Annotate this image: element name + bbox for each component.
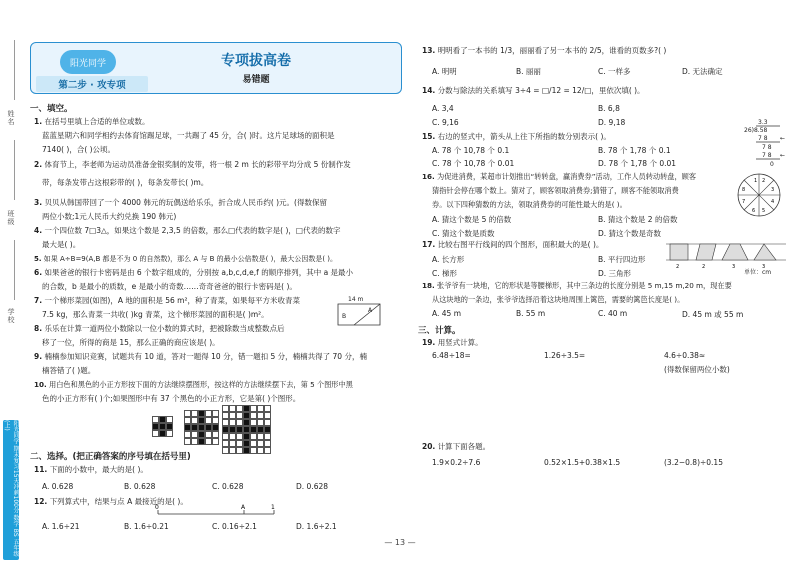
trapezoid-garden-figure [334,294,384,328]
option: B. 6,8 [598,104,620,113]
option: B. 平行四边形 [598,255,646,264]
option: A. 1.6÷21 [42,522,80,531]
svg-text:2: 2 [676,264,680,270]
option: A. 长方形 [432,255,465,264]
pattern-cell [264,426,271,433]
option: A. 3,4 [432,104,454,113]
pattern-cell [159,423,166,430]
question-6: 6. 如果爸爸的银行卡密码是由 6 个数字组成的，分别按 a,b,c,d,e,f 的顺序排列，其中 a 是最小 [34,268,354,277]
question-1: 1. 在括号里填上合适的单位或数。 [34,117,150,126]
pattern-cell [250,433,257,440]
pattern-cell [236,447,243,454]
svg-text:7 8: 7 8 [762,144,772,151]
pattern-cell [205,431,212,438]
pattern-cell [152,423,159,430]
option: C. 梯形 [432,269,458,278]
svg-text:8: 8 [742,187,746,193]
option: A. 猜这个数是 5 的倍数 [432,215,512,224]
pattern-cell [205,438,212,445]
svg-text:B: B [342,313,347,320]
question-15: 15. 右边的竖式中，箭头从上往下所指的数分别表示( )。 [422,132,611,141]
question-12: 12. 下列算式中，结果与点 A 最接近的是( )。 [34,497,188,506]
question-19: 19. 用竖式计算。 [422,338,483,347]
option: D. 三角形 [598,269,632,278]
pattern-figure-1 [152,416,173,437]
pattern-cell [198,431,205,438]
svg-text:2: 2 [762,178,766,184]
pattern-cell [205,410,212,417]
pattern-cell [184,410,191,417]
section-title: 三、计算。 [418,326,461,336]
pattern-cell [212,410,219,417]
pattern-cell [243,426,250,433]
pattern-cell [257,412,264,419]
question-7: 7. 一个梯形菜园(如图)，A 地的面积是 56 m²，种了青菜，如果每平方米收青菜 [34,296,300,305]
pattern-cell [243,433,250,440]
sidebar [0,0,22,570]
name-label: 姓名 [7,110,15,126]
pattern-cell [184,424,191,431]
option: D. 9,18 [598,118,626,127]
pattern-cell [257,433,264,440]
pattern-cell [198,438,205,445]
calc-item: (3.2−0.8)÷0.15 [664,458,723,467]
question-2: 2. 体育节上，李老师为运动员准备金银奖制的发带，将一根 2 m 长的彩带平均分成 5 份制作发 [34,160,351,169]
pattern-cell [257,426,264,433]
svg-text:3: 3 [771,187,775,193]
pattern-cell [229,405,236,412]
pattern-cell [264,447,271,454]
question-text: 楠答错了( )题。 [42,366,96,375]
divider [14,240,15,300]
pattern-cell [250,447,257,454]
book-title: 阳光同学 期末复习15天冲刺100分 数学 BS 五年级(上) [3,420,19,560]
section-title: 一、填空。 [30,104,73,114]
pattern-cell [191,417,198,424]
option: D. 1.6÷2.1 [296,522,337,531]
pattern-cell [264,405,271,412]
svg-text:A: A [368,307,373,314]
question-5: 5. 如果 A÷B=9(A,B 都是不为 0 的自然数)，那么 A 与 B 的最小公倍数是( )，最大公因数是( )。 [34,255,338,263]
option: A. 明明 [432,67,457,76]
pattern-cell [257,419,264,426]
number-line [150,500,290,522]
pattern-cell [191,431,198,438]
pattern-cell [184,417,191,424]
pattern-cell [243,440,250,447]
question-text: 带，每条发带占这根彩带的( )，每条发带长( )m。 [42,178,209,187]
pattern-cell [236,412,243,419]
pattern-cell [236,440,243,447]
spinner-wheel [734,170,784,220]
pattern-cell [212,417,219,424]
logo: 阳光同学 [60,50,116,74]
page-number: — 13 — [384,538,416,547]
pattern-cell [236,419,243,426]
svg-text:7: 7 [742,199,746,205]
option: B. 55 m [516,309,546,318]
option: D. 0.628 [296,482,329,491]
pattern-cell [257,447,264,454]
svg-text:1: 1 [754,178,758,184]
pattern-cell [212,424,219,431]
stage-label: 第二步 · 攻专项 [36,76,148,92]
pattern-cell [166,430,173,437]
divider [14,40,15,100]
pattern-cell [159,430,166,437]
question-3: 3. 贝贝从韩国带回了一个 4000 韩元的玩偶送给乐乐，折合成人民币约( )元。(得数保留 [34,198,327,207]
svg-text:3: 3 [762,264,766,270]
pattern-cell [191,438,198,445]
option: B. 丽丽 [516,67,541,76]
question-8: 8. 乐乐在计算一道两位小数除以一位小数的算式时，把被除数当成整数点后 [34,324,285,333]
question-17: 17. 比较右图平行线间的四个图形，面积最大的是( )。 [422,240,604,249]
question-13: 13. 明明看了一本书的 1/3，丽丽看了另一本书的 2/5，谁看的页数多?( ) [422,46,667,55]
pattern-cell [212,431,219,438]
section-title: 二、选择。(把正确答案的序号填在括号里) [30,452,191,462]
unit-label: 单位：cm [744,269,772,276]
pattern-cell [229,440,236,447]
option: B. 猜这个数是 2 的倍数 [598,215,678,224]
question-20: 20. 计算下面各题。 [422,442,491,451]
pattern-cell [184,431,191,438]
page-title: 专项拔高卷 [221,53,291,69]
pattern-cell [243,412,250,419]
pattern-cell [257,440,264,447]
pattern-cell [222,419,229,426]
pattern-cell [243,405,250,412]
svg-text:7 8: 7 8 [762,152,772,159]
number-line-a: A [241,504,246,511]
option: C. 40 m [598,309,628,318]
pattern-cell [222,405,229,412]
option: C. 0.628 [212,482,244,491]
svg-text:14 m: 14 m [348,296,364,303]
question-11: 11. 下面的小数中，最大的是( )。 [34,465,148,474]
pattern-cell [198,424,205,431]
calc-item: 6.48÷18= [432,351,471,360]
pattern-cell [205,424,212,431]
svg-text:←: ← [780,152,786,159]
pattern-cell [222,447,229,454]
pattern-cell [236,433,243,440]
calc-item: 1.26÷3.5= [544,351,586,360]
pattern-cell [243,447,250,454]
calc-item: 0.52×1.5+0.38×1.5 [544,458,621,467]
svg-text:5: 5 [762,208,766,214]
pattern-cell [229,419,236,426]
question-text: 券。以下四种猜数的方法，领取消费券的可能性最大的是( )。 [432,200,627,209]
pattern-cell [250,405,257,412]
number-line-one: 1 [271,504,275,511]
question-16: 16. 为促进消费，某超市计划推出“转转盘，赢消费券”活动，工作人员转动转盘，顾客 [422,172,697,181]
page-subtitle: 易错题 [242,75,270,85]
class-label: 班级 [7,210,15,226]
option: A. 45 m [432,309,462,318]
question-text: 两位小数;1元人民币大约兑换 190 韩元) [42,212,177,221]
svg-text:3.3: 3.3 [758,119,768,126]
number-line-zero: 0 [155,504,159,511]
option: B. 1.6÷0.21 [124,522,169,531]
pattern-cell [222,440,229,447]
pattern-cell [198,410,205,417]
question-text: 7140( )，合( )公顷。 [42,145,116,154]
option: C. 一样多 [598,67,631,76]
question-14: 14. 分数与除法的关系填写 3÷4 = □/12 = 12/□，里依次填( )。 [422,86,645,95]
question-text: 移了一位，所得的商是 15，那么正确的商应该是( )。 [42,338,220,347]
pattern-cell [257,405,264,412]
pattern-cell [250,419,257,426]
pattern-cell [166,416,173,423]
option: D. 78 个 1,78 个 0.01 [598,159,677,168]
pattern-cell [191,424,198,431]
question-9: 9. 楠楠参加知识竞赛，试题共有 10 道，答对一题得 10 分，错一题扣 5 分，楠楠共得了 70 分，楠 [34,352,367,361]
pattern-cell [166,423,173,430]
pattern-cell [229,426,236,433]
pattern-cell [198,417,205,424]
svg-text:6: 6 [752,208,756,214]
calc-note: (得数保留两位小数) [664,365,730,374]
svg-text:7 8: 7 8 [758,135,768,142]
pattern-cell [184,438,191,445]
pattern-cell [229,433,236,440]
option: D. 无法确定 [682,67,723,76]
question-18: 18. 张爷爷有一块地，它的形状是等腰梯形，其中三条边的长度分别是 5 m,15 m,20 m，现在要 [422,281,732,290]
pattern-figure-2 [184,410,219,445]
svg-text:3: 3 [732,264,736,270]
option: C. 78 个 10,78 个 0.01 [432,159,515,168]
vertical-division-figure [744,116,790,170]
option: D. 45 m 或 55 m [682,310,744,319]
pattern-cell [159,416,166,423]
question-text: 从这块地的一条边，张爷爷选择沿着这块地周围上篱笆，需要的篱笆长度是( )。 [432,295,685,304]
svg-text:4: 4 [771,199,775,205]
pattern-cell [222,412,229,419]
pattern-cell [222,433,229,440]
pattern-cell [152,416,159,423]
question-text: 猜指针会停在哪个数上。猜对了，顾客领取消费券;猜错了，顾客不能领取消费 [432,186,679,195]
question-text: 蓝蓝星期六和同学相约去体育馆踢足球，一共踢了 45 分，合( )时。这片足球场的面积是 [42,131,335,140]
option: A. 78 个 10,78 个 0.1 [432,146,510,155]
pattern-cell [264,412,271,419]
option: C. 猜这个数是质数 [432,229,495,238]
question-text: 色的小正方形有( )个;如果图形中有 37 个黑色的小正方形，它是第( )个图形。 [42,394,301,403]
pattern-cell [229,447,236,454]
option: A. 0.628 [42,482,74,491]
svg-text:26)8.58: 26)8.58 [744,127,768,134]
calc-item: 4.6÷0.38≈ [664,351,706,360]
pattern-cell [236,426,243,433]
pattern-cell [236,405,243,412]
pattern-cell [205,417,212,424]
pattern-cell [264,440,271,447]
school-label: 学校 [7,308,15,324]
pattern-cell [212,438,219,445]
question-text: 最大是( )。 [42,240,81,249]
pattern-cell [229,412,236,419]
option: D. 猜这个数是奇数 [598,229,662,238]
pattern-cell [191,410,198,417]
pattern-figure-3 [222,405,271,454]
pattern-cell [250,440,257,447]
option: C. 9,16 [432,118,459,127]
option: B. 0.628 [124,482,156,491]
pattern-cell [152,430,159,437]
pattern-cell [264,419,271,426]
option: B. 78 个 1,78 个 0.1 [598,146,671,155]
svg-text:←: ← [780,135,786,142]
question-text: 7.5 kg，那么青菜一共收( )kg 青菜，这个梯形菜园的面积是( )m²。 [42,310,269,319]
pattern-cell [250,412,257,419]
option: C. 0.16÷2.1 [212,522,257,531]
question-text: 的合数，b 是最小的质数，e 是最小的奇数……奇奇爸爸的银行卡密码是( )。 [42,282,297,291]
pattern-cell [250,426,257,433]
calc-item: 1.9×0.2÷7.6 [432,458,481,467]
pattern-cell [243,419,250,426]
question-4: 4. 一个四位数 7□3△，如果这个数是 2,3,5 的倍数，那么□代表的数字是( )，□代表的数字 [34,226,341,235]
question-10: 10. 用白色和黑色的小正方形按下面的方法继续摆图形，按这样的方法继续摆下去，第 5 个图形中黑 [34,380,353,389]
divider [14,140,15,200]
svg-text:2: 2 [702,264,706,270]
pattern-cell [222,426,229,433]
svg-text:0: 0 [770,161,774,168]
pattern-cell [264,433,271,440]
